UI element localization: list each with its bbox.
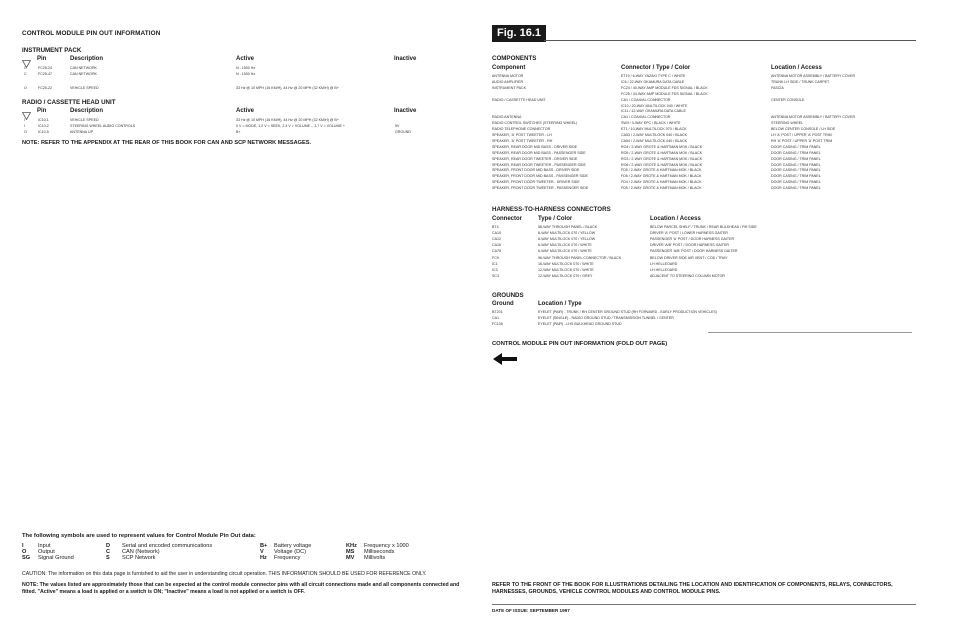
table-row [492, 231, 912, 237]
col-location-type: Location / Type [538, 301, 582, 307]
col-inactive: Inactive [394, 56, 417, 62]
table-row [492, 92, 912, 98]
table-row: C FC25-24 CAN NETWORK N - 1500 Hz [24, 66, 256, 70]
col-description: Description [70, 108, 104, 114]
col-type: Type / Color [538, 216, 573, 222]
table-row: I IC10-2 STEERING WHEEL AUDIO CONTROLS 0 V = MODE, 1.2 V = SEEK, 2.4 V = VOLUME -, 3.7 V = VOLUME + 5V [24, 124, 400, 128]
table-row [492, 174, 912, 180]
cell-t: 6-WAY MULTILOCK 070 / WHITE [538, 243, 592, 248]
cell-g: FC105 [492, 322, 503, 326]
grounds-table [492, 310, 912, 330]
cell-t: 6-WAY MULTILOCK 070 / WHITE [538, 249, 592, 254]
col-active: Active [236, 108, 255, 114]
table-row: O IC10-5 ANTENNA UP B+ GROUND [24, 130, 411, 134]
cell-c: BT4 [492, 225, 499, 229]
cell-c: IC1 [492, 261, 498, 266]
cell-c: SPEAKER, FRONT DOOR MID BASS - PASSENGER SIDE [492, 174, 588, 179]
col-connector: Connector / Type / Color [621, 65, 691, 71]
cell-t: FD5 / 2-WAY GROTE & HARTMAN MOK / BLACK [621, 186, 702, 191]
cell-g: BT201 [492, 310, 503, 314]
cell-g: CA1 [492, 316, 499, 320]
table-row [492, 168, 912, 174]
cell-c: SPEAKER, FRONT DOOR MID BASS - DRIVER SIDE [492, 168, 580, 173]
cell-t: SW4 / 3-WAY EPC / BLACK / WHITE [621, 121, 681, 126]
network-note: NOTE: REFER TO THE APPENDIX AT THE REAR OF THIS BOOK FOR CAN AND SCP NETWORK MESSAGES. [22, 140, 312, 146]
values-note: NOTE: The values listed are approximately those that can be expected at the control module connector pins with all circuit connections made and all components connected and fitted. "Active" means a load is applied or a switch is ON; "Inactive" means a load is not applied or a switch is OFF. [22, 582, 460, 595]
cell-c: ANTENNA MOTOR [492, 74, 524, 78]
cell-t: IC11 / 12-WAY OKAMURA DATA CABLE [621, 109, 686, 114]
cell-l: DRIVER 'A' POST / LOWER HARNESS GAITER [650, 231, 728, 236]
table-row: O FC25-22 VEHICLE SPEED 33 Hz @ 10 MPH (16 KM/H), 44 Hz @ 20 MPH (32 KM/H) @ B+ [24, 86, 339, 90]
table-row [492, 310, 912, 316]
caution-text: CAUTION: The information on this data page is furnished to aid the user in understanding circuit operation. THIS INFORMATION SHOULD BE USED FOR REFERENCE ONLY. [22, 571, 427, 577]
cell-t: RO5 / 2-WAY GROTE & HARTMAN MOK / BLACK [621, 150, 703, 155]
cell-l: PASSENGER 'A/B' POST / DOOR HARNESS GAITER [650, 249, 738, 254]
cell-t: IC10 / 20-WAY MULTILOCK 040 / WHITE [621, 103, 688, 108]
cell-l: EYELET (PAIR) - LHS BULKHEAD GROUND STUD [538, 322, 622, 326]
cell-t: IC6 / 22-WAY OKAMURA DATA CABLE [621, 79, 685, 84]
cell-t: 12-WAY MULTILOCK 070 / GREY [538, 273, 593, 278]
cell-t: 16-WAY MULTILOCK 070 / WHITE [538, 261, 594, 266]
table-row [492, 243, 912, 249]
components-table [492, 74, 912, 194]
cell-c: RADIO CONTROL SWITCHES (STEERING WHEEL) [492, 121, 578, 126]
table-row: I IC10-1 VEHICLE SPEED 33 Hz @ 10 MPH (16 KM/H), 44 Hz @ 20 MPH (32 KM/H) @ B+ [24, 118, 339, 122]
table-row [492, 256, 912, 262]
col-location: Location / Access [771, 65, 822, 71]
table-row [492, 115, 912, 121]
cell-t: FD4 / 2-WAY GROTE & HARTMAN MOK / BLACK [621, 180, 702, 185]
cell-t: RO3 / 2-WAY GROTE & HARTMAN MOK / BLACK [621, 156, 703, 161]
cell-l: BELOW PARCEL SHELF / TRUNK / REAR BULKHEAD / RH SIDE [650, 225, 757, 229]
cell-l: DOOR CASING / TRIM PANEL [771, 150, 821, 155]
cell-c: CA10 [492, 231, 501, 236]
cell-c: CA78 [492, 249, 501, 254]
cell-l: EYELET (PAIR) - TRUNK / RH CENTER GROUND STUD (RH FORWARD - EARLY PRODUCTION VEHICLES) [538, 310, 717, 314]
cell-c: AUDIO AMPLIFIER [492, 79, 524, 84]
cell-c: SPEAKER, 'A' POST TWEETER - LH [492, 133, 552, 137]
cell-t: FD5 / 2-WAY GROTE & HARTMAN MOK / BLACK [621, 168, 702, 173]
table-row [492, 151, 912, 157]
cell-t: ET1 / 10-WAY MULTILOCK 070 / BLACK [621, 127, 687, 132]
foldout-label: CONTROL MODULE PIN OUT INFORMATION (FOLD OUT PAGE) [492, 341, 668, 347]
table-row [492, 237, 912, 243]
cell-l: BELOW CENTER CONSOLE / LH SIDE [771, 127, 836, 132]
cell-t: 56-WAY THROUGH PANEL / BLACK [538, 225, 598, 229]
cell-c: SPEAKER, 'A' POST TWEETER - RH [492, 138, 553, 143]
header-rule [544, 40, 916, 41]
radio-table [22, 118, 442, 138]
col-location: Location / Access [650, 216, 701, 222]
grounds-heading: GROUNDS [492, 292, 524, 299]
cell-l: FASCIA [771, 85, 784, 90]
instrument-pack-heading: INSTRUMENT PACK [22, 47, 82, 54]
table-row [492, 180, 912, 186]
table-row [492, 316, 912, 322]
table-row [492, 268, 912, 274]
cell-l: DRIVER 'A/B' POST / DOOR HARNESS GAITER [650, 243, 729, 248]
cell-l: TRUNK LH SIDE / TRUNK CARPET [771, 79, 830, 84]
cell-t: RO6 / 2-WAY GROTE & HARTMAN MOK / BLACK [621, 162, 703, 167]
cell-l: ADJACENT TO STEERING COLUMN MOTOR [650, 273, 726, 278]
cell-t: FD6 / 2-WAY GROTE & HARTMAN MOK / BLACK [621, 174, 702, 179]
table-row [492, 121, 912, 127]
cell-t: ET19 / 6-WAY YAZAKI TYPE C / WHITE [621, 74, 686, 78]
cell-l: PASSENGER 'A' POST / DOOR HARNESS GAITER [650, 237, 735, 242]
harness-heading: HARNESS-TO-HARNESS CONNECTORS [492, 206, 611, 213]
table-row [492, 86, 912, 92]
cell-c: INSTRUMENT PACK [492, 85, 527, 90]
table-row [492, 163, 912, 169]
col-inactive: Inactive [394, 108, 417, 114]
grounds-rule [708, 332, 912, 333]
cell-c: SPEAKER, REAR DOOR MID BASS - PASSENGER SIDE [492, 150, 586, 155]
radio-header [22, 108, 442, 116]
table-row [492, 80, 912, 86]
cell-c: SPEAKER, REAR DOOR TWEETER - DRIVER SIDE [492, 156, 578, 161]
cell-t: RO4 / 2-WAY GROTE & HARTMAN MOK / BLACK [621, 144, 703, 149]
table-row [492, 249, 912, 255]
symbols-legend: I Input D Serial and encoded communications B+ Battery voltage KHz Frequency x 1000 O Output C CAN (Network) V Voltage (DC) MS Milliseconds SG Signal Ground S SCP Network Hz Frequency MV Millivolts [22, 543, 409, 561]
table-row [492, 225, 912, 231]
cell-l: DOOR CASING / TRIM PANEL [771, 168, 821, 173]
cell-t: 8-WAY MULTILOCK 070 / YELLOW [538, 237, 596, 242]
cell-c: SPEAKER, REAR DOOR MID BASS - DRIVER SIDE [492, 144, 578, 149]
cell-t: CA54 / 2-WAY MULTILOCK 040 / BLACK [621, 138, 687, 143]
components-header [492, 65, 912, 74]
cell-l: STEERING WHEEL [771, 121, 804, 126]
cell-l: DOOR CASING / TRIM PANEL [771, 162, 821, 167]
cell-l: DOOR CASING / TRIM PANEL [771, 174, 821, 179]
table-row: C FC25-47 CAN NETWORK N - 1500 Hz [24, 72, 256, 76]
table-row [492, 127, 912, 133]
table-row [492, 145, 912, 151]
components-heading: COMPONENTS [492, 55, 537, 62]
cell-l: LH 'A' POST / UPPER 'A' POST TRIM [771, 133, 832, 137]
issue-date: DATE OF ISSUE: SEPTEMBER 1997 [492, 608, 570, 613]
cell-c: RADIO TELEPHONE CONNECTOR [492, 127, 551, 132]
cell-l: LH HELLEOARD [650, 267, 678, 272]
cell-t: 6-WAY MULTILOCK 070 / YELLOW [538, 231, 596, 236]
table-row [492, 133, 912, 139]
cell-c: SPEAKER, REAR DOOR TWEETER - PASSENGER SIDE [492, 162, 586, 167]
table-row [492, 109, 912, 115]
refer-note: REFER TO THE FRONT OF THE BOOK FOR ILLUSTRATIONS DETAILING THE LOCATION AND IDENTIFICATION OF COMPONENTS, RELAYS, CONNECTORS, HARNESSES, GROUNDS, VEHICLE CONTROL MODULES AND CONTROL MODULE PINS. [492, 582, 893, 595]
cell-t: 12-WAY MULTILOCK 070 / WHITE [538, 267, 594, 272]
radio-heading: RADIO / CASSETTE HEAD UNIT [22, 99, 116, 106]
cell-l: ANTENNA MOTOR ASSEMBLY / BATTERY COVER [771, 115, 856, 120]
cell-l: DOOR CASING / TRIM PANEL [771, 180, 821, 185]
table-row [492, 322, 912, 328]
instrument-pack-header [22, 56, 442, 64]
cell-l: ANTENNA MOTOR ASSEMBLY / BATTERY COVER [771, 74, 856, 78]
cell-t: CA1 / COAXIAL CONNECTOR [621, 97, 671, 102]
cell-l: BELOW DRIVER SIDE AIR VENT / COD / TRAY [650, 255, 728, 260]
table-row [492, 74, 912, 80]
cell-c: SPEAKER, FRONT DOOR TWEETER - PASSENGER SIDE [492, 186, 589, 191]
harness-table [492, 225, 912, 281]
grounds-header [492, 301, 912, 310]
col-pin: Pin [37, 56, 47, 62]
col-pin: Pin [37, 108, 47, 114]
table-row [492, 262, 912, 268]
page-title: CONTROL MODULE PIN OUT INFORMATION [22, 30, 161, 37]
instrument-pack-table [22, 66, 442, 96]
figure-label: Fig. 16.1 [492, 25, 546, 42]
cell-l: EYELET (SINGLE) - RADIO GROUND STUD / TRANSMISSION TUNNEL / CENTER [538, 316, 674, 320]
cell-l: LH HELLEOARD [650, 261, 678, 266]
symbols-intro: The following symbols are used to represent values for Control Module Pin Out data: [22, 533, 256, 539]
cell-l: DOOR CASING / TRIM PANEL [771, 156, 821, 161]
cell-t: 96-WAY THROUGH PANEL CONNECTOR / BLACK [538, 255, 622, 260]
cell-c: RADIO / CASSETTE HEAD UNIT [492, 97, 546, 102]
col-ground: Ground [492, 301, 514, 307]
footer-rule [492, 604, 916, 605]
cell-t: FC24 / 40-WAY AMP MODULE FDS SIGNAL / BLACK [621, 85, 708, 90]
col-connector: Connector [492, 216, 522, 222]
col-description: Description [70, 56, 104, 62]
cell-t: CA1 / COAXIAL CONNECTOR [621, 115, 671, 120]
cell-c: RADIO ANTENNA [492, 115, 522, 120]
table-row [492, 186, 912, 192]
table-row [492, 274, 912, 280]
table-row [492, 139, 912, 145]
table-row [492, 98, 912, 104]
cell-c: CA12 [492, 237, 501, 242]
table-row [492, 157, 912, 163]
col-active: Active [236, 56, 255, 62]
harness-header [492, 216, 912, 225]
cell-t: FC25 / 34-WAY AMP MODULE FDS SIGNAL / BLACK [621, 91, 708, 96]
cell-c: SPEAKER, FRONT DOOR TWEETER - DRIVER SIDE [492, 180, 580, 185]
col-component: Component [492, 65, 526, 71]
cell-t: CA53 / 2-WAY MULTILOCK 040 / BLACK [621, 133, 687, 137]
cell-l: RH 'A' POST / UPPER 'A' POST TRIM [771, 138, 833, 143]
cell-c: CA16 [492, 243, 501, 248]
cell-l: DOOR CASING / TRIM PANEL [771, 144, 821, 149]
cell-c: FC9 [492, 255, 499, 260]
cell-l: CENTER CONSOLE [771, 97, 805, 102]
cell-c: IC3 [492, 267, 498, 272]
cell-c: SC3 [492, 273, 499, 278]
table-row [492, 104, 912, 110]
cell-l: DOOR CASING / TRIM PANEL [771, 186, 821, 191]
back-arrow-icon[interactable] [492, 352, 518, 371]
